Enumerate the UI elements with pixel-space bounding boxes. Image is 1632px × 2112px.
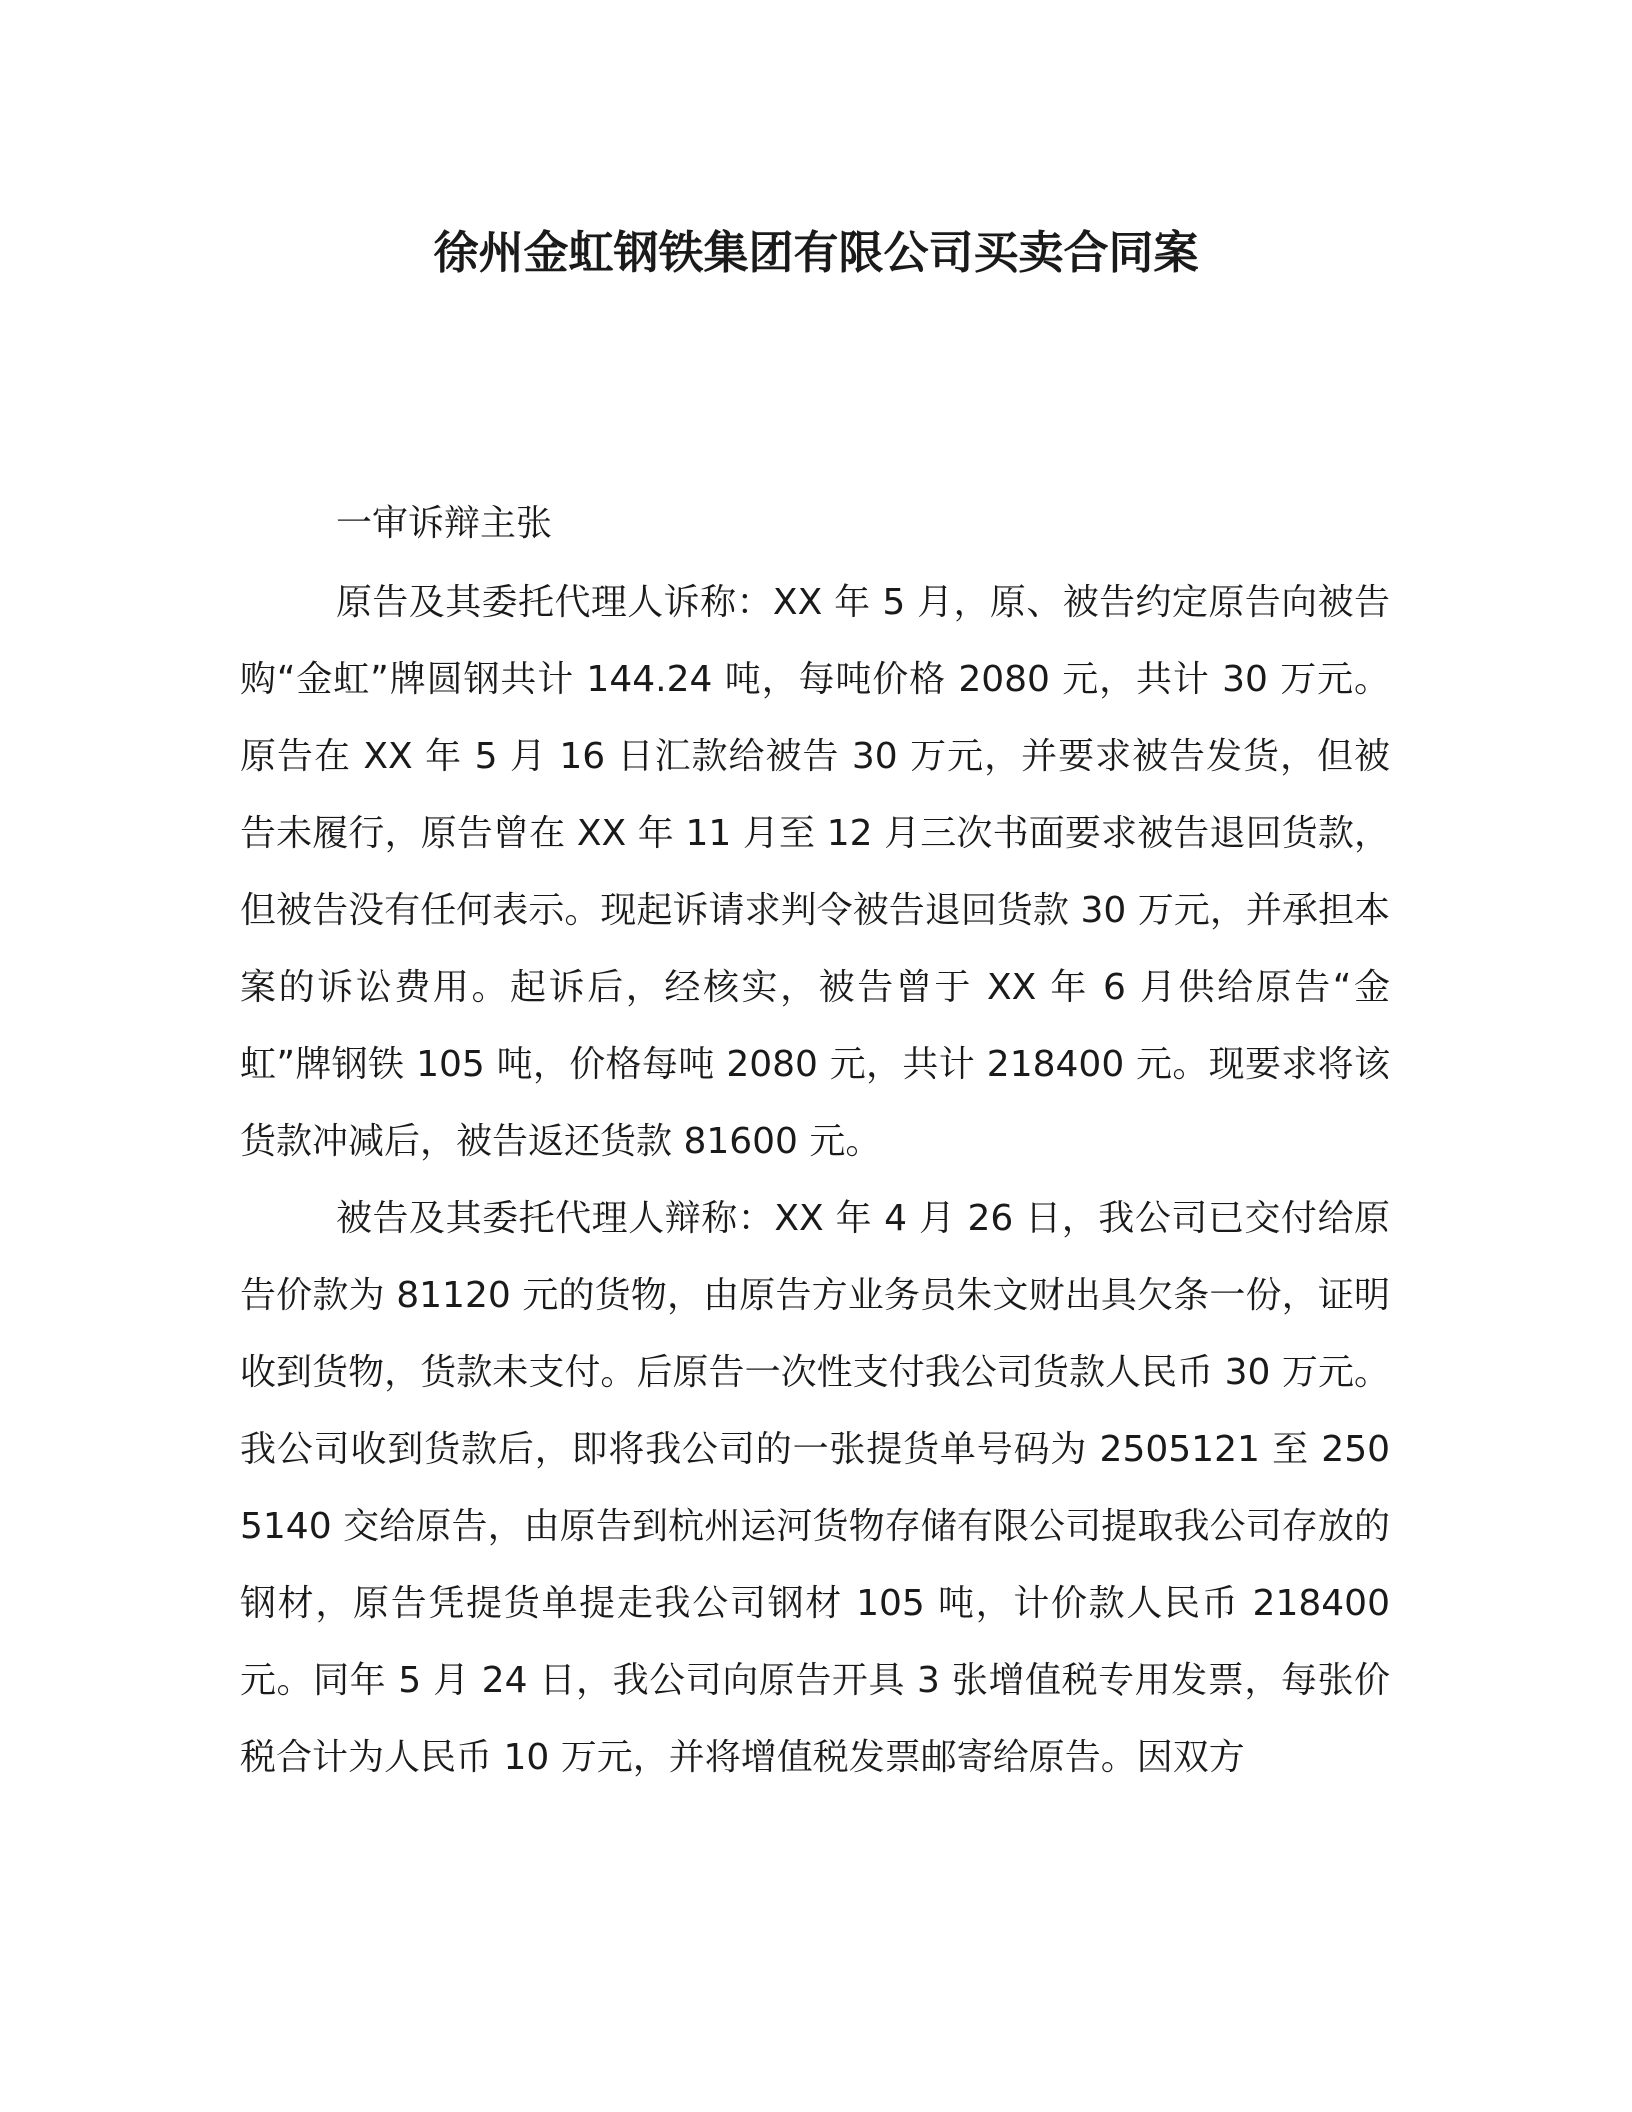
document-title: 徐州金虹钢铁集团有限公司买卖合同案 xyxy=(433,226,1199,279)
defendant-defense-paragraph: 被告及其委托代理人辩称：XX 年 4 月 26 日，我公司已交付给原告价款为 81120 元的货物，由原告方业务员朱文财出具欠条一份，证明收到货物，货款未支付。后原告一次性支付我公司货款人民币 30 万元。我公司收到货款后，即将我公司的一张提货单号码为 2505121 至 2505140 交给原告，由原告到杭州运河货物存储有限公司提取我公司存放的钢材，原告凭提货单提走我公司钢材 105 吨，计价款人民币 218400 元。同年 5 月 24 日，我公司向原告开具 3 张增值税专用发票，每张价税合计为人民币 10 万元，并将增值税发票邮寄给原告。因双方 xyxy=(240,1198,1390,1778)
document-body xyxy=(240,486,1390,1796)
section-heading: 一审诉辩主张 xyxy=(336,503,553,544)
plaintiff-claim-paragraph: 原告及其委托代理人诉称：XX 年 5 月，原、被告约定原告向被告购“金虹”牌圆钢共计 144.24 吨，每吨价格 2080 元，共计 30 万元。原告在 XX 年 5 月 16 日汇款给被告 30 万元，并要求被告发货，但被告未履行，原告曾在 XX 年 11 月至 12 月三次书面要求被告退回货款，但被告没有任何表示。现起诉请求判令被告退回货款 30 万元，并承担本案的诉讼费用。起诉后，经核实，被告曾于 XX 年 6 月供给原告“金虹”牌钢铁 105 吨，价格每吨 2080 元，共计 218400 元。现要求将该货款冲减后，被告返还货款 81600 元。 xyxy=(240,582,1390,1162)
